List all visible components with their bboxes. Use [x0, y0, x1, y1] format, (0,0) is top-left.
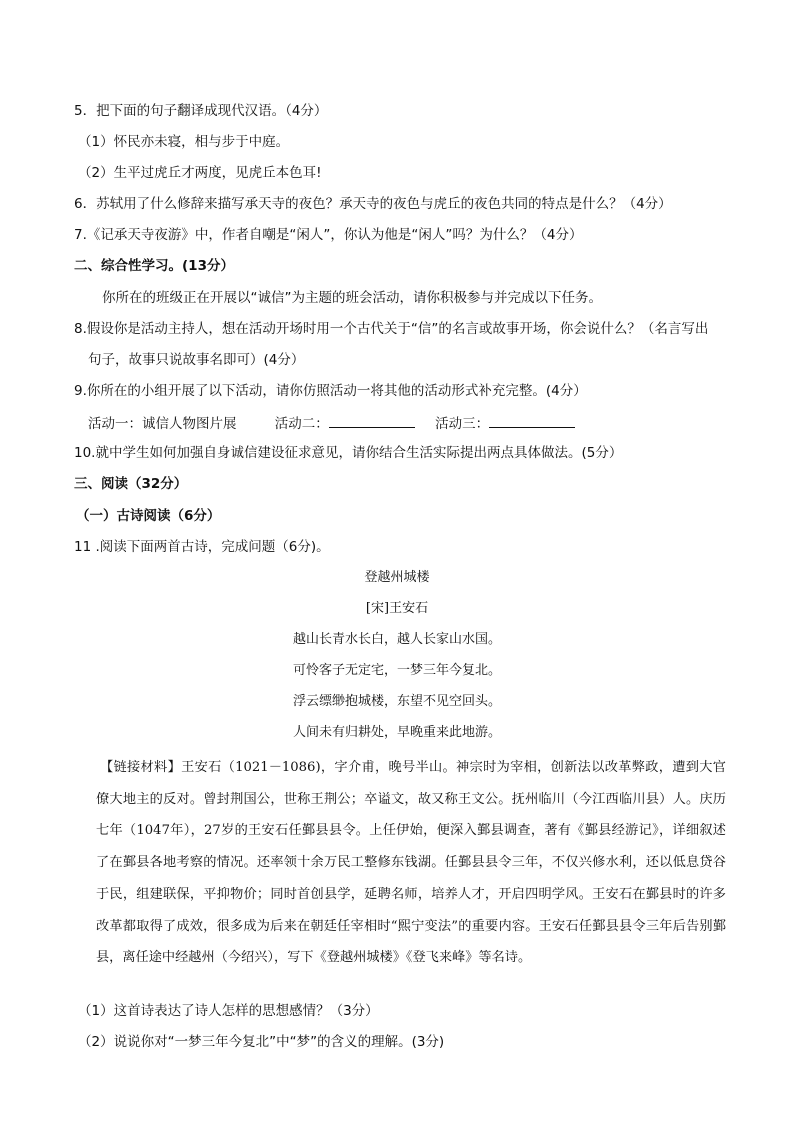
- q9-activities: [88, 413, 575, 434]
- section2-title: 二、综合性学习。(13分）: [74, 258, 234, 274]
- link-material: 【链接材料】王安石（1021－1086)，字介甫，晚号半山。神宗时为宰相，创新法以改革弊政，遭到大官僚大地主的反对。曾封荆国公，世称王荆公；卒谥文，故又称王文公。抚州临川（今江西临川县）人。庆历七年（1047年），27岁的王安石任鄞县县令。上任伊始，便深入鄞县调查，著有《鄞县经游记》，详细叙述了在鄞县各地考察的情况。还率领十余万民工整修东钱湖。任鄞县县令三年，不仅兴修水利，还以低息贷谷于民，组建联保，平抑物价；同时首创县学，延聘名师，培养人才，开启四明学风。王安石在鄞县时的许多改革都取得了成效，很多成为后来在朝廷任宰相时“熙宁变法”的重要内容。王安石任鄞县县令三年后告别鄞县，离任途中经越州（今绍兴），写下《登越州城楼》《登飞来峰》等名诗。: [96, 760, 726, 966]
- q10: 10.就中学生如何加强自身诚信建设征求意见，请你结合生活实际提出两点具体做法。(5分）: [74, 445, 623, 461]
- section3-title: 三、阅读（32分）: [74, 476, 188, 492]
- section3-sub1: （一）古诗阅读（6分）: [76, 508, 221, 524]
- poem-author: [宋]王安石: [365, 601, 429, 616]
- section2-intro: 你所在的班级正在开展以“诚信”为主题的班会活动，请你积极参与并完成以下任务。: [102, 290, 602, 306]
- q11: 11 .阅读下面两首古诗，完成问题（6分)。: [74, 539, 330, 555]
- q5-title: 5．把下面的句子翻译成现代汉语。（4分）: [74, 103, 328, 119]
- activity-3-blank[interactable]: [489, 413, 575, 428]
- activity-2-label: 活动二：: [274, 416, 329, 432]
- q6: 6．苏轼用了什么修辞来描写承天寺的夜色？承天寺的夜色与虎丘的夜色共同的特点是什么？（4分）: [74, 196, 672, 212]
- activity-2-blank[interactable]: [329, 413, 415, 428]
- poem-title: 登越州城楼: [364, 570, 430, 585]
- sub-question-1: （1）这首诗表达了诗人怎样的思想感情？（3分）: [78, 1003, 379, 1019]
- q7: 7.《记承天寺夜游》中，作者自嘲是“闲人”，你认为他是“闲人”吗？为什么？（4分）: [74, 227, 583, 243]
- poem-line-2: 可怜客子无定宅，一梦三年今复北。: [292, 663, 501, 678]
- poem-line-1: 越山长青水长白，越人长家山水国。: [292, 632, 501, 647]
- poem-line-3: 浮云缥缈抱城楼，东望不见空回头。: [292, 694, 501, 709]
- sub-question-2: （2）说说你对“一梦三年今复北”中“梦”的含义的理解。(3分): [78, 1034, 445, 1050]
- q8-line2: 句子，故事只说故事名即可）(4分）: [88, 352, 305, 368]
- activity-1: 活动一：诚信人物图片展: [88, 416, 237, 432]
- q5-sentence-2: （2）生平过虎丘才两度，见虎丘本色耳!: [78, 165, 322, 181]
- activity-3-label: 活动三：: [435, 416, 490, 432]
- q5-sentence-1: （1）怀民亦未寝，相与步于中庭。: [78, 134, 290, 150]
- poem-line-4: 人间未有归耕处，早晚重来此地游。: [292, 725, 501, 740]
- q9: 9.你所在的小组开展了以下活动，请你仿照活动一将其他的活动形式补充完整。(4分）: [74, 383, 587, 399]
- q8-line1: 8.假设你是活动主持人，想在活动开场时用一个古代关于“信”的名言或故事开场，你会说什么？（名言写出: [74, 321, 709, 337]
